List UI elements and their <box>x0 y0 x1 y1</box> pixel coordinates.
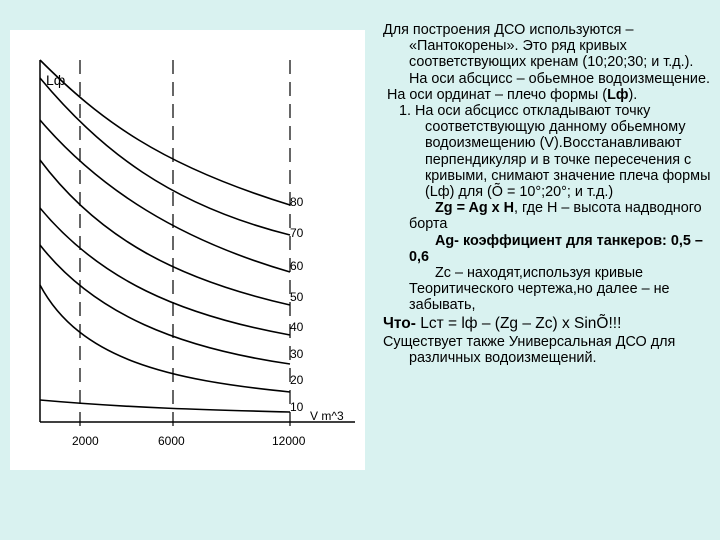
x-tick-6000: 6000 <box>158 434 185 448</box>
paragraph-lst <box>383 316 715 332</box>
lst-bold: Что- <box>383 314 416 332</box>
ordinate-end: ). <box>628 86 638 103</box>
explanation-text <box>383 22 715 366</box>
curves-group <box>40 60 290 412</box>
x-tick-2000: 2000 <box>72 434 99 448</box>
x-tick-12000: 12000 <box>272 434 306 448</box>
y-axis-label: Lф <box>46 72 66 88</box>
curve-label-40: 40 <box>290 320 304 334</box>
curve-label-30: 30 <box>290 347 304 361</box>
chart-svg <box>10 30 365 470</box>
ordinate-bold: Lф <box>607 86 629 103</box>
curve-label-60: 60 <box>290 259 304 273</box>
zg-text: , где H – высота надводного борта <box>409 200 702 233</box>
curve-label-50: 50 <box>290 290 304 304</box>
curve-70 <box>40 78 290 235</box>
ordinate-text: На оси ординат – плечо формы ( <box>387 86 608 103</box>
paragraph-pantocarenes: Для построения ДСО используются – «Пантокорены». Это ряд кривых соответствующих кренам (10;20;30; и т.д.). На оси абсцисс – обьемное водоизмещение. <box>383 22 710 87</box>
curve-10 <box>40 400 290 412</box>
curve-80 <box>40 60 290 205</box>
curve-60 <box>40 120 290 272</box>
paragraph-ag: Ag- коэффициент для танкеров: 0,5 – 0,6 <box>409 232 703 265</box>
paragraph-step-1: 1. На оси абсцисс откладывают точку соответствующую данному обьемному водоизмещению (V).Восстанавливают перпендикуляр и в точке пересечения с кривыми, снимают значение плеча формы (Lф) для (Õ = 10°;20°; и т.д.) <box>399 103 711 201</box>
pantocarene-chart <box>10 30 365 470</box>
curve-20 <box>40 285 290 392</box>
paragraph-zc: Zc – находят,используя кривые Теоритического чертежа,но далее – не забывать, <box>409 265 670 314</box>
curve-label-80: 80 <box>290 195 304 209</box>
curve-label-20: 20 <box>290 373 304 387</box>
curve-40 <box>40 208 290 335</box>
lst-formula: Lст = lф – (Zg – Zc) x SinÕ!!! <box>415 314 622 332</box>
paragraph-ordinate <box>387 87 715 103</box>
paragraph-zg <box>383 200 715 232</box>
curve-label-10: 10 <box>290 400 304 414</box>
curve-label-70: 70 <box>290 226 304 240</box>
zg-formula: Zg = Ag x H <box>435 200 515 217</box>
x-axis-label: V m^3 <box>310 409 344 423</box>
paragraph-universal: Существует также Универсальная ДСО для различных водоизмещений. <box>383 333 676 367</box>
